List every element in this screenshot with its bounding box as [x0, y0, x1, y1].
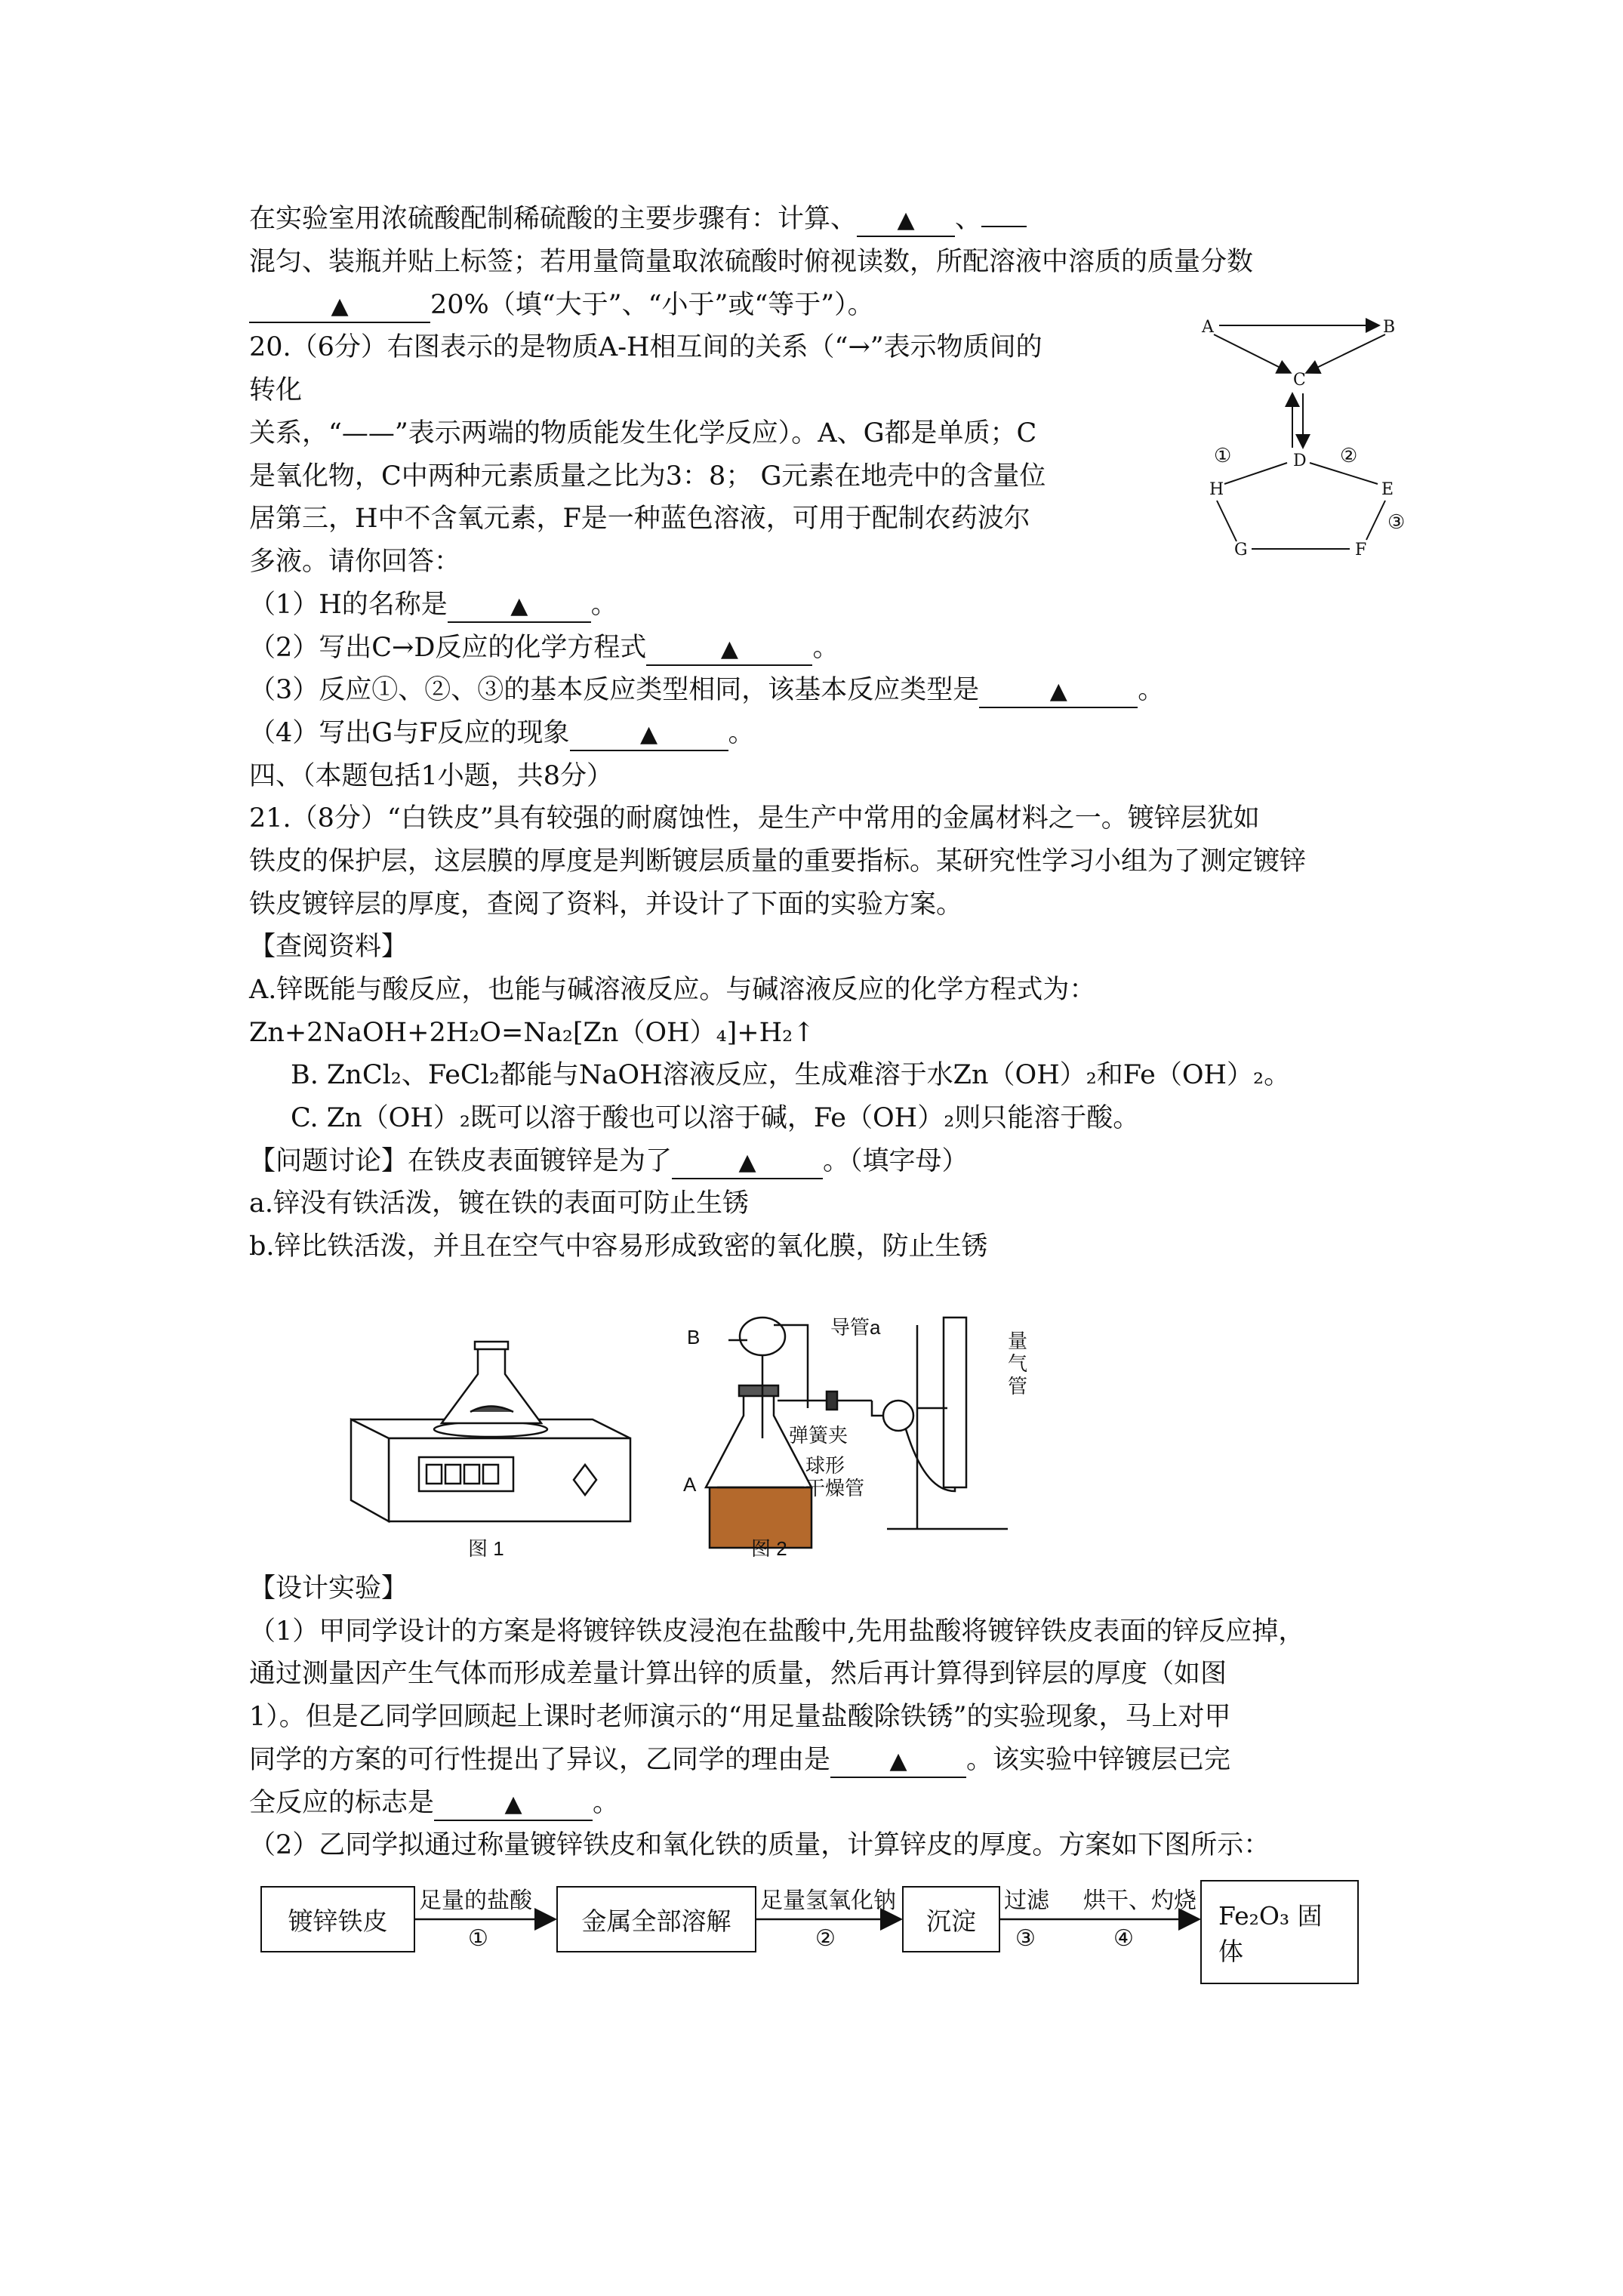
node-C: C	[1293, 371, 1306, 390]
flow-box-dissolved: 金属全部溶解	[556, 1886, 756, 1952]
answer-blank[interactable]	[448, 590, 591, 623]
fig1-caption: 图 1	[468, 1537, 504, 1559]
q20-line: 20.（6分）右图表示的是物质A-H相互间的关系（“→”表示物质间的	[249, 332, 1042, 362]
text: 。（填字母）	[823, 1146, 969, 1176]
design-line	[249, 1743, 1230, 1778]
label-gas-3: 管	[1008, 1375, 1028, 1398]
answer-blank[interactable]	[981, 226, 1027, 227]
design-line: 通过测量因产生气体而形成差量计算出锌的质量，然后再计算得到锌层的厚度（如图	[249, 1659, 1227, 1689]
option-a: a.锌没有铁活泼，镀在铁的表面可防止生锈	[249, 1188, 749, 1219]
display-digit	[464, 1465, 479, 1484]
blank-mark: ▲	[889, 1748, 907, 1774]
blank-mark: ▲	[720, 636, 738, 662]
dryer-inlet	[872, 1401, 883, 1416]
q20-line: 是氧化物，C中两种元素质量之比为3：8； G元素在地壳中的含量位	[249, 461, 1046, 492]
fig2-caption: 图 2	[751, 1537, 787, 1559]
q20-sub2	[249, 631, 839, 666]
node-D: D	[1293, 451, 1307, 470]
rubber-stopper	[739, 1385, 778, 1396]
flow-arrow-1-number: ①	[468, 1925, 488, 1952]
text: 。	[728, 718, 755, 748]
flow-chart	[260, 1880, 1363, 2008]
reference-c: C. Zn（OH）₂既可以溶于酸也可以溶于碱，Fe（OH）₂则只能溶于酸。	[291, 1103, 1140, 1133]
blank-mark: ▲	[331, 293, 349, 319]
link-h-g	[1217, 501, 1236, 541]
label-1: ①	[1214, 445, 1232, 467]
discussion	[249, 1145, 969, 1179]
q21-line: 21.（8分）“白铁皮”具有较强的耐腐蚀性，是生产中常用的金属材料之一。镀锌层犹如	[249, 803, 1260, 834]
flow-arrow-1-label: 足量的盐酸	[419, 1888, 532, 1914]
design-line: （1）甲同学设计的方案是将镀锌铁皮浸泡在盐酸中,先用盐酸将镀锌铁皮表面的锌反应掉，	[249, 1616, 1305, 1647]
answer-blank[interactable]	[249, 290, 430, 323]
text: 。该实验中锌镀层已完	[966, 1745, 1231, 1775]
apparatus-figures	[343, 1302, 1098, 1559]
flask-rim	[475, 1342, 508, 1349]
display-digit	[427, 1465, 442, 1484]
flow-box-precipitate: 沉淀	[902, 1886, 1000, 1952]
node-H: H	[1209, 480, 1224, 499]
label-dryer: 球形	[805, 1454, 845, 1477]
text: 【问题讨论】在铁皮表面镀锌是为了	[249, 1146, 673, 1176]
reference-a: A.锌既能与酸反应，也能与碱溶液反应。与碱溶液反应的化学方程式为：	[249, 975, 1096, 1005]
text-line: 混匀、装瓶并贴上标签；若用量筒量取浓硫酸时俯视读数，所配溶液中溶质的质量分数	[249, 247, 1254, 277]
answer-blank[interactable]	[646, 633, 812, 666]
blank-mark: ▲	[639, 721, 658, 747]
spring-clip[interactable]	[827, 1391, 837, 1410]
text: 同学的方案的可行性提出了异议，乙同学的理由是	[249, 1745, 831, 1775]
label-b: B	[687, 1326, 701, 1348]
display-digit	[483, 1465, 498, 1484]
balance-side	[351, 1419, 389, 1521]
q20-line: 居第三，H中不含氧元素，F是一种蓝色溶液，可用于配制农药波尔	[249, 504, 1030, 534]
text: 。	[812, 633, 839, 663]
label-a: A	[683, 1473, 697, 1496]
blank-mark: ▲	[897, 207, 915, 233]
flow-arrow-2-number: ②	[815, 1925, 836, 1952]
flow-arrow-4-number: ④	[1113, 1925, 1134, 1952]
label-gas-2: 气	[1008, 1352, 1028, 1375]
section-label: 【查阅资料】	[249, 932, 408, 962]
fe2o3-label: Fe₂O₃ 固	[1218, 1901, 1323, 1931]
label-3: ③	[1387, 511, 1406, 534]
label-clip: 弹簧夹	[789, 1424, 848, 1447]
label-tube-a: 导管a	[830, 1316, 881, 1339]
q20-sub4	[249, 717, 755, 751]
label-2: ②	[1340, 445, 1358, 467]
text-line	[249, 288, 874, 323]
flow-arrow-3-number: ③	[1015, 1925, 1036, 1952]
arrow-a-c	[1214, 334, 1289, 372]
answer-blank[interactable]	[672, 1146, 823, 1179]
option-b: b.锌比铁活泼，并且在空气中容易形成致密的氧化膜，防止生锈	[249, 1231, 988, 1262]
flow-arrow-4-label: 烘干、灼烧	[1083, 1888, 1196, 1914]
display-digit	[445, 1465, 460, 1484]
answer-blank[interactable]	[830, 1745, 966, 1778]
relation-diagram	[1193, 306, 1412, 566]
text: 。	[1138, 675, 1165, 705]
node-E: E	[1381, 480, 1394, 499]
q20-sub1	[249, 588, 617, 623]
q20-line: 转化	[249, 375, 303, 405]
separatory-funnel	[740, 1318, 785, 1355]
flow-arrow-3-label: 过滤	[1004, 1888, 1049, 1914]
text: 。	[593, 1788, 620, 1818]
label-gas-1: 量	[1008, 1330, 1028, 1352]
text: 。	[590, 590, 617, 620]
blank-mark: ▲	[738, 1149, 756, 1176]
link-e-f	[1366, 501, 1385, 540]
blank-mark: ▲	[504, 1791, 522, 1817]
flow-arrow-2-label: 足量氢氧化钠	[760, 1888, 896, 1914]
fe2o3-label-2: 体	[1218, 1937, 1243, 1966]
arrow-b-c	[1307, 334, 1385, 372]
text: （1）H的名称是	[249, 590, 448, 620]
q20-sub3	[249, 673, 1164, 708]
design-line	[249, 1786, 619, 1821]
link-d-h	[1224, 463, 1287, 484]
text: 、	[955, 204, 982, 234]
node-G: G	[1234, 541, 1248, 559]
q21-line: 铁皮的保护层，这层膜的厚度是判断镀层质量的重要指标。某研究性学习小组为了测定镀锌	[249, 846, 1307, 877]
q20-line: 关系，“——”表示两端的物质能发生化学反应）。A、G都是单质；C	[249, 418, 1037, 448]
answer-blank[interactable]	[979, 675, 1138, 708]
drying-tube	[883, 1401, 913, 1431]
answer-blank[interactable]	[570, 718, 728, 751]
q21-line: 铁皮镀锌层的厚度，查阅了资料，并设计了下面的实验方案。	[249, 889, 963, 920]
text: （3）反应①、②、③的基本反应类型相同，该基本反应类型是	[249, 675, 980, 705]
section-label: 【设计实验】	[249, 1573, 408, 1604]
blank-mark: ▲	[510, 593, 528, 619]
text: 20%（填“大于”、“小于”或“等于”）。	[430, 290, 874, 320]
text: （2）写出C→D反应的化学方程式	[249, 633, 647, 663]
reference-b: B. ZnCl₂、FeCl₂都能与NaOH溶液反应，生成难溶于水Zn（OH）₂和Fe（OH）₂。	[291, 1060, 1291, 1090]
node-F: F	[1355, 541, 1367, 559]
flow-box-galvanized: 镀锌铁皮	[260, 1886, 415, 1952]
q20-line: 多液。请你回答：	[249, 547, 461, 577]
blank-mark: ▲	[1049, 678, 1067, 704]
text: 在实验室用浓硫酸配制稀硫酸的主要步骤有：计算、	[249, 204, 858, 234]
text: 全反应的标志是	[249, 1788, 435, 1818]
section-heading: 四、（本题包括1小题，共8分）	[249, 761, 614, 791]
answer-blank[interactable]	[857, 204, 955, 237]
answer-blank[interactable]	[434, 1788, 593, 1821]
text-line	[249, 202, 1027, 237]
node-B: B	[1383, 318, 1396, 337]
design-line: 1）。但是乙同学回顾起上课时老师演示的“用足量盐酸除铁锈”的实验现象，马上对甲	[249, 1702, 1231, 1732]
equation: Zn+2NaOH+2H₂O=Na₂[Zn（OH）₄]+H₂↑	[249, 1018, 815, 1048]
design-line: （2）乙同学拟通过称量镀锌铁皮和氧化铁的质量，计算锌皮的厚度。方案如下图所示：	[249, 1830, 1270, 1860]
label-dryer-2: 干燥管	[805, 1477, 865, 1499]
gas-burette	[944, 1318, 966, 1487]
node-A: A	[1202, 318, 1214, 337]
text: （4）写出G与F反应的现象	[249, 718, 570, 748]
